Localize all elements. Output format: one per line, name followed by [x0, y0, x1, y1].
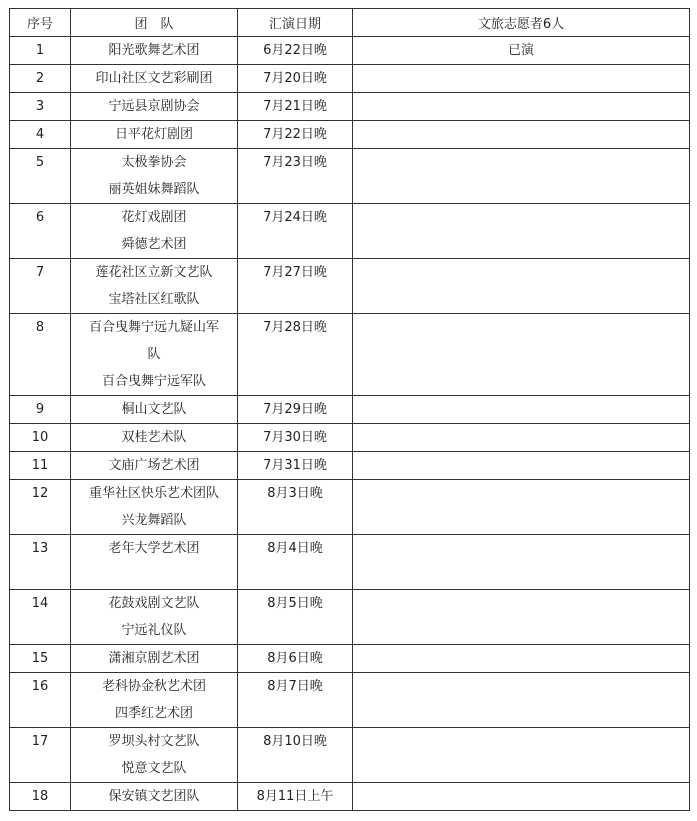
cell-no [10, 149, 71, 204]
cell-volunteers [353, 728, 690, 783]
cell-team [71, 149, 238, 204]
table-row [10, 645, 690, 673]
cell-volunteers [353, 424, 690, 452]
team-name: 莲花社区立新文艺队 [95, 265, 213, 280]
cell-date [238, 149, 353, 204]
team-name: 宁远县京剧协会 [108, 99, 200, 114]
cell-volunteers [353, 314, 690, 396]
cell-team [71, 259, 238, 314]
cell-no [10, 37, 71, 65]
team-name: 舜德艺术团 [121, 237, 187, 252]
cell-no [10, 396, 71, 424]
table-row [10, 37, 690, 65]
performance-date: 8月5日晚 [267, 596, 323, 611]
table-row [10, 452, 690, 480]
cell-date [238, 204, 353, 259]
cell-date [238, 93, 353, 121]
cell-team [71, 424, 238, 452]
cell-date [238, 314, 353, 396]
team-name: 百合曳舞宁远九疑山军 [88, 320, 219, 335]
cell-date [238, 37, 353, 65]
table-row [10, 535, 690, 590]
cell-team [71, 535, 238, 590]
team-name: 印山社区文艺彩刷团 [95, 71, 213, 86]
cell-volunteers [353, 673, 690, 728]
team-name: 四季红艺术团 [114, 706, 193, 721]
performance-date: 8月4日晚 [267, 541, 323, 556]
cell-date [238, 259, 353, 314]
performance-date: 6月22日晚 [263, 43, 327, 58]
team-name: 百合曳舞宁远军队 [101, 374, 206, 389]
table-row [10, 65, 690, 93]
header-team: 团 队 [71, 9, 238, 37]
cell-team [71, 314, 238, 396]
row-number: 13 [31, 541, 49, 556]
table-row [10, 121, 690, 149]
cell-volunteers [353, 121, 690, 149]
status-note: 已演 [507, 43, 534, 58]
cell-no [10, 452, 71, 480]
cell-team [71, 783, 238, 811]
cell-date [238, 396, 353, 424]
header-row [10, 9, 690, 37]
team-name: 花鼓戏剧文艺队 [108, 596, 200, 611]
row-number: 9 [35, 402, 45, 417]
team-name: 阳光歌舞艺术团 [108, 43, 200, 58]
team-name: 宝塔社区红歌队 [108, 292, 200, 307]
cell-date [238, 783, 353, 811]
cell-team [71, 121, 238, 149]
performance-date: 7月31日晚 [263, 458, 327, 473]
cell-date [238, 424, 353, 452]
cell-no [10, 121, 71, 149]
cell-team [71, 204, 238, 259]
team-name: 日平花灯剧团 [114, 127, 193, 142]
cell-date [238, 452, 353, 480]
cell-team [71, 65, 238, 93]
table-row [10, 480, 690, 535]
row-number: 10 [31, 430, 49, 445]
cell-team [71, 396, 238, 424]
table-row [10, 259, 690, 314]
performance-date: 8月3日晚 [267, 486, 323, 501]
row-number: 6 [35, 210, 45, 225]
cell-volunteers [353, 452, 690, 480]
header-volunteers: 文旅志愿者6人 [353, 9, 690, 37]
performance-date: 7月23日晚 [263, 155, 327, 170]
cell-date [238, 645, 353, 673]
table-row [10, 204, 690, 259]
team-name: 文庙广场艺术团 [108, 458, 200, 473]
table-row [10, 590, 690, 645]
cell-team [71, 673, 238, 728]
performance-date: 8月7日晚 [267, 679, 323, 694]
cell-volunteers [353, 396, 690, 424]
cell-volunteers [353, 204, 690, 259]
row-number: 4 [35, 127, 45, 142]
performance-date: 7月30日晚 [263, 430, 327, 445]
team-name: 花灯戏剧团 [121, 210, 187, 225]
cell-date [238, 535, 353, 590]
row-number: 5 [35, 155, 45, 170]
row-number: 3 [35, 99, 45, 114]
performance-date: 7月20日晚 [263, 71, 327, 86]
cell-team [71, 728, 238, 783]
row-number: 14 [31, 596, 49, 611]
cell-volunteers [353, 783, 690, 811]
cell-team [71, 590, 238, 645]
cell-no [10, 65, 71, 93]
row-number: 1 [35, 43, 45, 58]
team-name: 队 [147, 347, 161, 362]
performance-date: 7月29日晚 [263, 402, 327, 417]
row-number: 18 [31, 789, 49, 804]
cell-volunteers [353, 259, 690, 314]
performance-schedule-table [9, 8, 690, 811]
performance-date: 8月6日晚 [267, 651, 323, 666]
table-row [10, 424, 690, 452]
row-number: 16 [31, 679, 49, 694]
cell-date [238, 121, 353, 149]
team-name: 重华社区快乐艺术团队 [88, 486, 219, 501]
team-name: 悦意文艺队 [121, 761, 187, 776]
table-row [10, 728, 690, 783]
cell-no [10, 535, 71, 590]
cell-volunteers [353, 65, 690, 93]
cell-volunteers [353, 590, 690, 645]
cell-date [238, 480, 353, 535]
row-number: 17 [31, 734, 49, 749]
performance-date: 7月22日晚 [263, 127, 327, 142]
table-row [10, 149, 690, 204]
performance-date: 7月24日晚 [263, 210, 327, 225]
cell-no [10, 314, 71, 396]
cell-volunteers [353, 37, 690, 65]
performance-date: 8月11日上午 [256, 789, 334, 804]
cell-volunteers [353, 645, 690, 673]
row-number: 2 [35, 71, 45, 86]
team-name: 保安镇文艺团队 [108, 789, 200, 804]
table-body [10, 37, 690, 811]
cell-date [238, 65, 353, 93]
cell-date [238, 728, 353, 783]
cell-no [10, 783, 71, 811]
cell-team [71, 645, 238, 673]
cell-team [71, 452, 238, 480]
team-name: 兴龙舞蹈队 [121, 513, 187, 528]
row-number: 15 [31, 651, 49, 666]
team-name: 太极拳协会 [121, 155, 187, 170]
performance-date: 7月28日晚 [263, 320, 327, 335]
team-name: 双桂艺术队 [121, 430, 187, 445]
cell-no [10, 728, 71, 783]
table-row [10, 93, 690, 121]
team-name: 老科协金秋艺术团 [101, 679, 206, 694]
cell-no [10, 673, 71, 728]
performance-date: 7月21日晚 [263, 99, 327, 114]
cell-volunteers [353, 480, 690, 535]
table-row [10, 396, 690, 424]
performance-date: 7月27日晚 [263, 265, 327, 280]
cell-volunteers [353, 93, 690, 121]
cell-date [238, 673, 353, 728]
row-number: 11 [31, 458, 49, 473]
team-name: 潇湘京剧艺术团 [108, 651, 200, 666]
cell-no [10, 424, 71, 452]
cell-date [238, 590, 353, 645]
row-number: 7 [35, 265, 45, 280]
table-row [10, 783, 690, 811]
table-row [10, 673, 690, 728]
team-name: 桐山文艺队 [121, 402, 187, 417]
cell-no [10, 204, 71, 259]
cell-no [10, 93, 71, 121]
table-row [10, 314, 690, 396]
header-no: 序号 [10, 9, 71, 37]
cell-team [71, 93, 238, 121]
team-name: 宁远礼仪队 [121, 623, 187, 638]
cell-no [10, 480, 71, 535]
cell-no [10, 590, 71, 645]
team-name: 罗坝头村文艺队 [108, 734, 200, 749]
cell-no [10, 259, 71, 314]
cell-team [71, 37, 238, 65]
row-number: 8 [35, 320, 45, 335]
cell-no [10, 645, 71, 673]
performance-date: 8月10日晚 [263, 734, 327, 749]
team-name: 老年大学艺术团 [108, 541, 200, 556]
header-date: 汇演日期 [238, 9, 353, 37]
cell-volunteers [353, 149, 690, 204]
team-name: 丽英姐妹舞蹈队 [108, 182, 200, 197]
cell-team [71, 480, 238, 535]
cell-volunteers [353, 535, 690, 590]
row-number: 12 [31, 486, 49, 501]
